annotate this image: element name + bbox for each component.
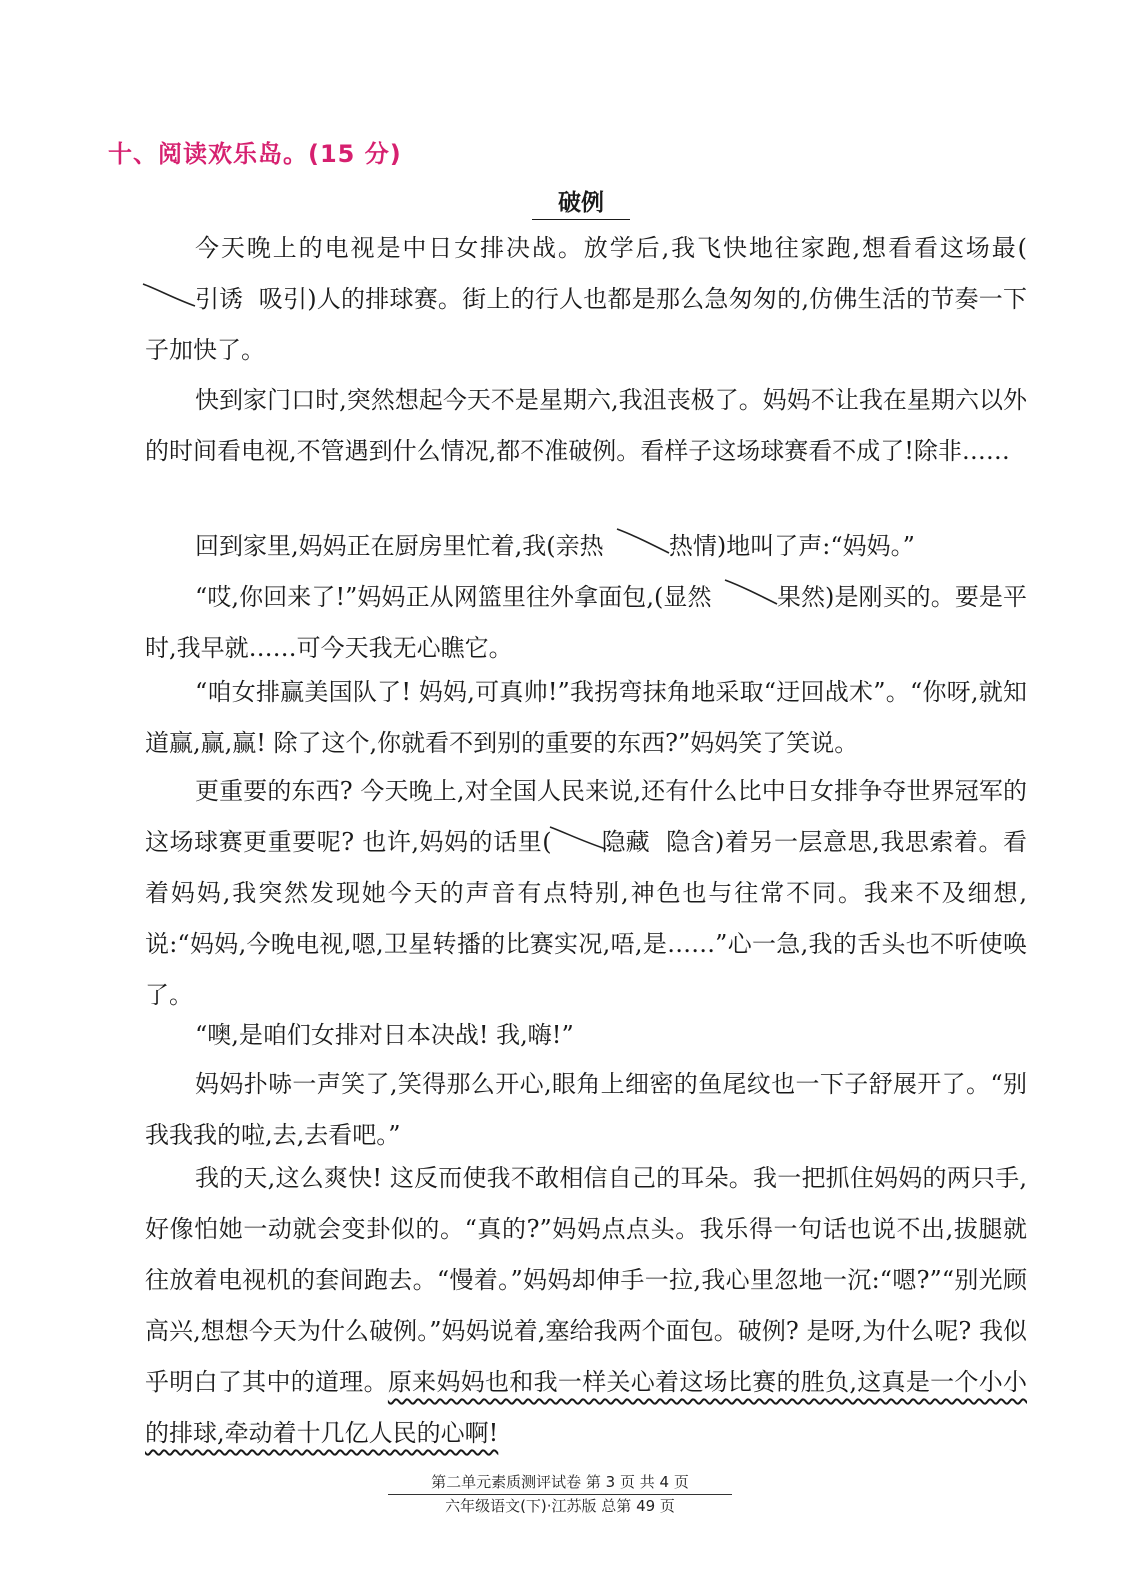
strike-mark: [548, 819, 608, 853]
paragraph-4: “哎,你回来了!”妈妈正从网篮里往外拿面包,(显然 果然 )是刚买的。要是平时,我早就……可今天我无心瞧它。: [145, 572, 1027, 674]
section-title: 十、阅读欢乐岛。(15 分): [108, 140, 402, 168]
paragraph-9: 我的天,这么爽快! 这反而使我不敢相信自己的耳朵。我一把抓住妈妈的两只手,好像怕她一动就会变卦似的。“真的?”妈妈点点头。我乐得一句话也说不出,拔腿就往放着电视机的套间跑去。“慢着。”妈妈却伸手一拉,我心里忽地一沉:“嗯?”“别光顾高兴,想想今天为什么破例。”妈妈说着,塞给我两个面包。破例? 是呀,为什么呢? 我似乎明白了其中的道理。原来妈妈也和我一样关心着这场比赛的胜负,这真是一个小小的排球,牵动着十几亿人民的心啊!: [145, 1164, 1027, 1447]
strike-mark: [615, 523, 671, 557]
footer-book-info: 六年级语文(下)·江苏版 总第 49 页: [445, 1497, 675, 1515]
struck-option-6: 隐藏: [552, 817, 650, 868]
strike-mark: [141, 276, 197, 310]
wavy-underlined-sentence: 原来妈妈也和我一样关心着这场比赛的胜负,这真是一个小小的排球,牵动着十几亿人民的心啊!: [145, 1368, 1027, 1447]
paragraph-7: “噢,是咱们女排对日本决战! 我,嗨!”: [195, 1021, 574, 1049]
paragraph-8: 妈妈扑哧一声笑了,笑得那么开心,眼角上细密的鱼尾纹也一下子舒展开了。“别我我我的啦,去,去看吧。”: [145, 1070, 1027, 1149]
struck-option-4: 果然: [727, 572, 825, 623]
paragraph-2: 快到家门口时,突然想起今天不是星期六,我沮丧极了。妈妈不让我在星期六以外的时间看电视,不管遇到什么情况,都不准破例。看样子这场球赛看不成了!除非……: [145, 386, 1027, 465]
paragraph-1: 今天晚上的电视是中日女排决战。放学后,我飞快地往家跑,想看看这场最(引诱 吸引)人的排球赛。街上的行人也都是那么急匆匆的,仿佛生活的节奏一下子加快了。: [145, 223, 1027, 376]
story-title: 破例: [532, 184, 630, 220]
struck-option-1: 引诱: [145, 274, 243, 325]
footer-exam-info: 第二单元素质测评试卷 第 3 页 共 4 页: [388, 1471, 732, 1495]
struck-option-3: 热情: [619, 521, 717, 572]
paragraph-5: “咱女排赢美国队了! 妈妈,可真帅!”我拐弯抹角地采取“迂回战术”。“你呀,就知道赢,赢,赢! 除了这个,你就看不到别的重要的东西?”妈妈笑了笑说。: [145, 678, 1027, 757]
paragraph-3: 回到家里,妈妈正在厨房里忙着,我(亲热 热情 )地叫了声:“妈妈。”: [145, 521, 1027, 572]
paragraph-6: 更重要的东西? 今天晚上,对全国人民来说,还有什么比中日女排争夺世界冠军的这场球赛更重要呢? 也许,妈妈的话里( 隐藏 隐含)着另一层意思,我思索着。看着妈妈,我突然发现她今天的声音有点特别,神色也与往常不同。我来不及细想,说:“妈妈,今晚电视,嗯,卫星转播的比赛实况,唔,是……”心一急,我的舌头也不听使唤了。: [145, 777, 1027, 1009]
strike-mark: [723, 574, 779, 608]
